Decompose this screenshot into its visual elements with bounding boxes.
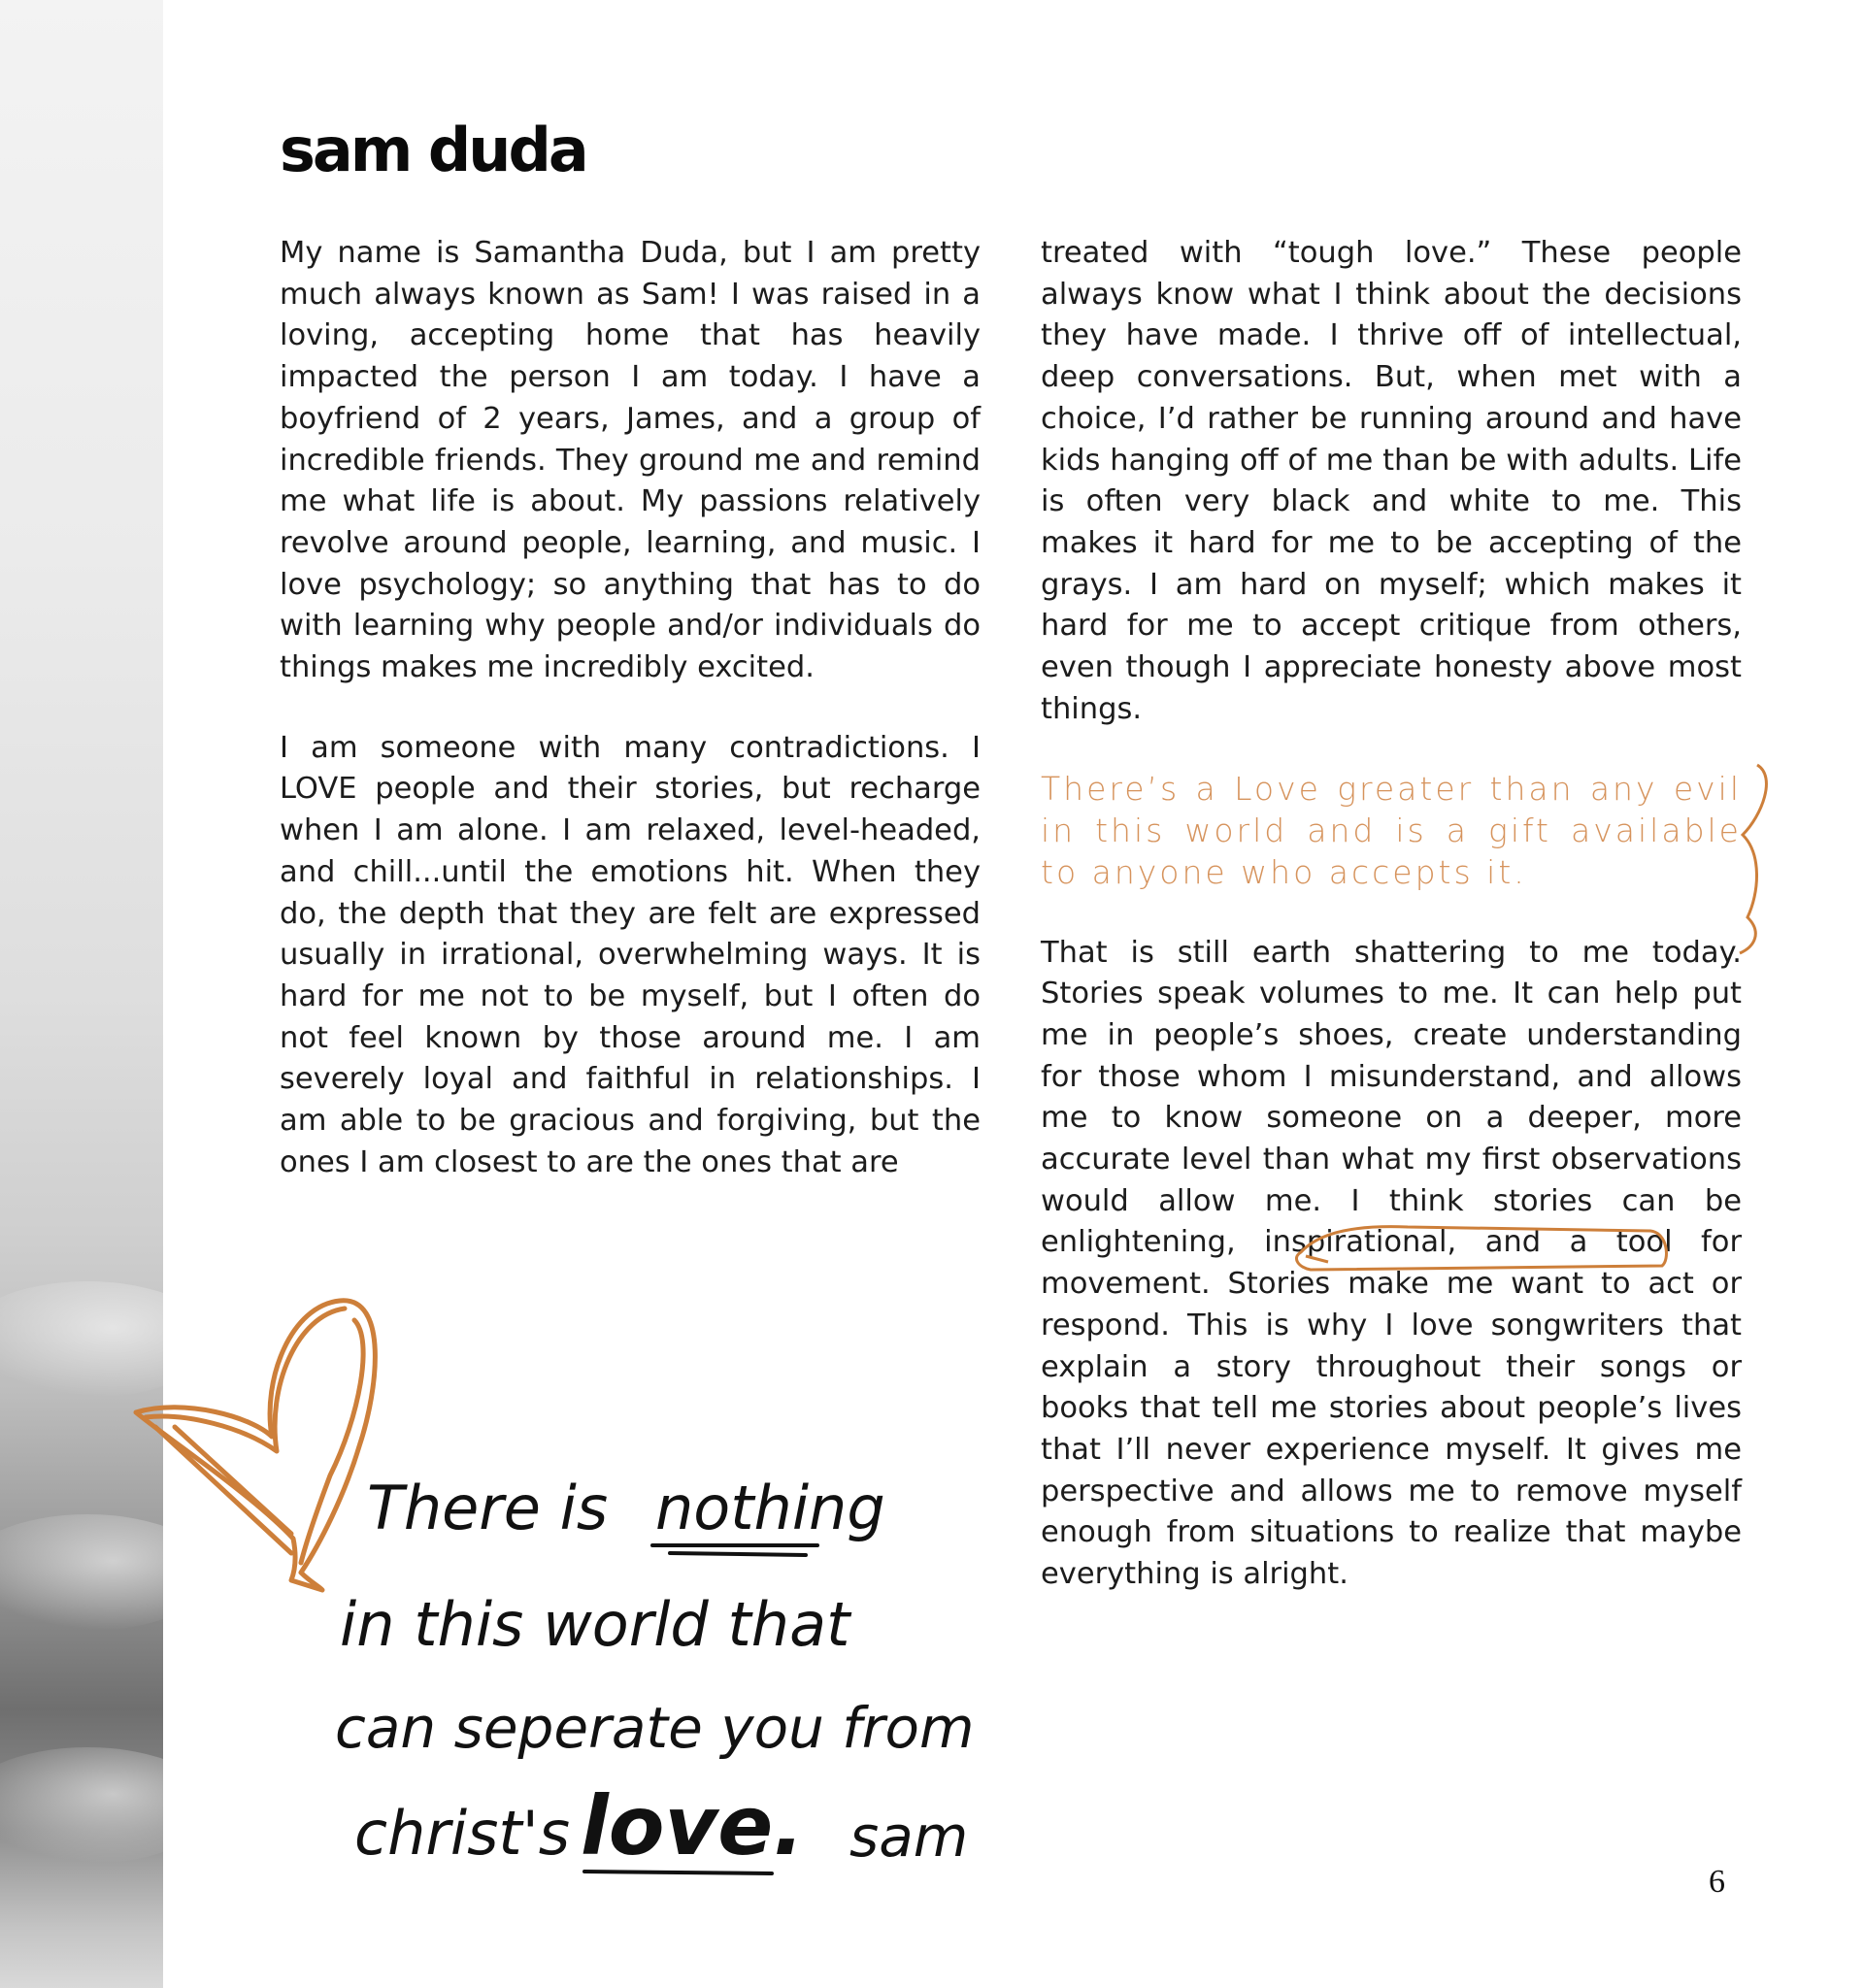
- left-paragraph-2: I am someone with many contradictions. I LOVE people and their stories, but recharge when I am alone. I am relaxed, level-headed, and chill...until the emotions hit. When they do, the depth that they are felt are expressed usually in irrational, overwhelming ways. It is hard for me not to be myself, but I often do not feel known by those around me. I am severely loyal and faithful in relationships. I am able to be gracious and forgiving, but the ones I am closest to are the ones that are: [280, 730, 981, 1179]
- note-line-2: in this world that: [340, 1589, 850, 1660]
- left-column: [280, 233, 981, 1183]
- note-line-1a: There is: [367, 1473, 609, 1543]
- pull-quote: There’s a Love greater than any evil in this world and is a gift available to anyone who accepts it.: [1041, 770, 1742, 891]
- handwritten-note: [335, 1473, 975, 1873]
- note-line-3: can seperate you from: [335, 1695, 975, 1761]
- note-line-1b: nothing: [655, 1473, 885, 1543]
- side-photo-strip: [0, 0, 163, 1988]
- note-line-4b: love.: [581, 1778, 805, 1873]
- right-paragraph-2: That is still earth shattering to me today. Stories speak volumes to me. It can help put me in people’s shoes, create understanding for those whom I misunderstand, and allows me to know someone on a deeper, more accurate level than what my first observations would allow me. I think stories can be enlightening, inspirational, and a tool for movement. Stories make me want to act or respond. This is why I love songwriters that explain a story throughout their songs or books that tell me stories about people’s lives that I’ll never experience myself. It gives me perspective and allows me to remove myself enough from situations to realize that maybe everything is alright.: [1041, 935, 1742, 1592]
- page-number: 6: [1709, 1864, 1725, 1900]
- right-column: [1041, 233, 1742, 1596]
- note-signature: sam: [849, 1804, 969, 1870]
- underline-nothing-2: [670, 1553, 806, 1555]
- quote-bracket-doodle: [1740, 765, 1766, 953]
- left-paragraph-1: My name is Samantha Duda, but I am pretty much always known as Sam! I was raised in a loving, accepting home that has heavily impacted the person I am today. I have a boyfriend of 2 years, James, and a group of incredible friends. They ground me and remind me what life is about. My passions relatively revolve around people, learning, and music. I love psychology; so anything that has to do with learning why people and/or individuals do things makes me incredibly excited.: [280, 236, 981, 685]
- note-line-4a: christ's: [354, 1798, 571, 1869]
- right-paragraph-1: treated with “tough love.” These people always know what I think about the decisions they have made. I thrive off of intellectual, deep conversations. But, when met with a choice, I’d rather be running around and have kids hanging off of me than be with adults. Life is often very black and white to me. This makes it hard for me to be accepting of the grays. I am hard on myself; which makes it hard for me to accept critique from others, even though I appreciate honesty above most things.: [1041, 236, 1742, 726]
- page-title: sam duda: [280, 115, 586, 185]
- heart-doodle: [136, 1301, 375, 1590]
- underline-love: [584, 1872, 772, 1873]
